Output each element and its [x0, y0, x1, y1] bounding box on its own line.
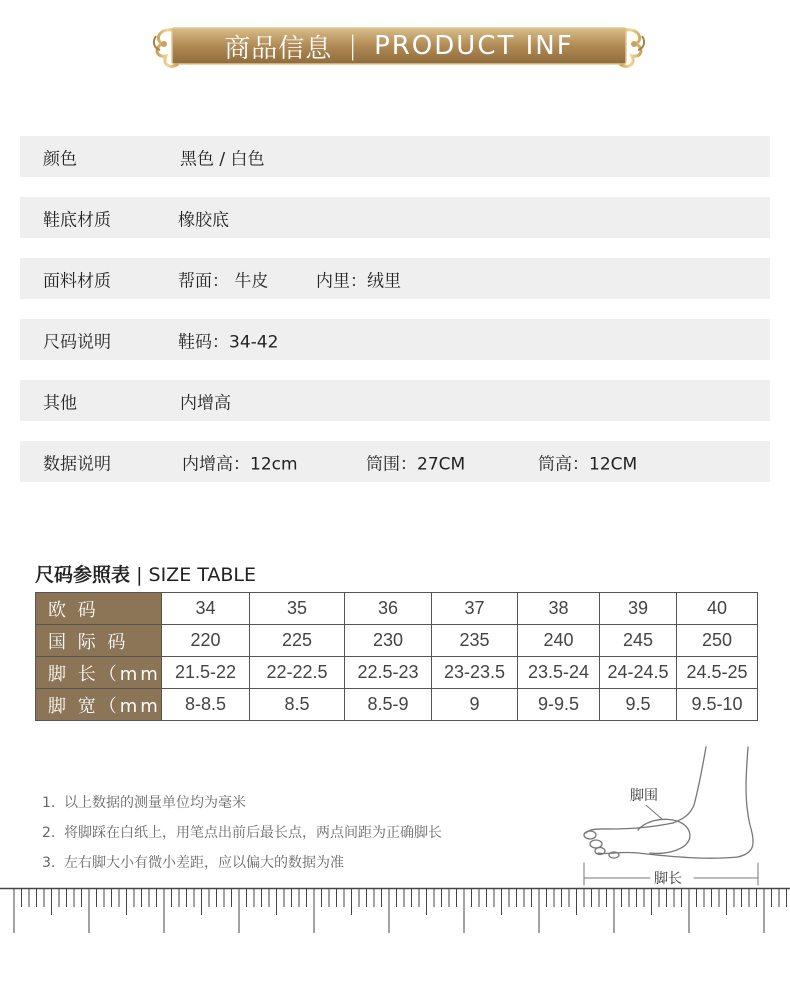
banner-title-en: PRODUCT INF: [374, 31, 574, 61]
ruler-illustration: [0, 885, 790, 935]
note-item: [42, 823, 442, 853]
info-label: 颜色: [43, 149, 77, 169]
size-table-cell: 245: [600, 625, 677, 657]
size-table-cell: 9: [432, 689, 518, 721]
note-number: 2.: [42, 825, 56, 841]
info-row-sole: [20, 197, 770, 238]
size-table-cell: 9.5: [600, 689, 677, 721]
size-table-row-header: 脚 宽（mm）: [36, 689, 162, 721]
size-table-cell: 35: [250, 593, 345, 625]
size-table-cell: 9-9.5: [518, 689, 600, 721]
foot-length-label: 脚长: [652, 868, 684, 888]
note-item: [42, 853, 442, 883]
size-table-cell: 8.5-9: [345, 689, 432, 721]
size-table-row: [36, 593, 758, 625]
size-table-cell: 250: [677, 625, 758, 657]
info-row-size: [20, 319, 770, 360]
note-text: 将脚踩在白纸上，用笔点出前后最长点，两点间距为正确脚长: [64, 825, 442, 841]
size-table-cell: 23-23.5: [432, 657, 518, 689]
note-number: 1.: [42, 795, 56, 811]
size-table-row: [36, 657, 758, 689]
size-table-cell: 8.5: [250, 689, 345, 721]
info-row-color: [20, 136, 770, 177]
size-table-cell: 39: [600, 593, 677, 625]
info-value: 内增高: [180, 393, 231, 413]
size-table-cell: 8-8.5: [162, 689, 250, 721]
size-table-title-zh: 尺码参照表: [35, 564, 131, 586]
size-table-cell: 21.5-22: [162, 657, 250, 689]
info-label: 数据说明: [43, 454, 111, 474]
section-banner: [150, 22, 648, 74]
size-table-cell: 22.5-23: [345, 657, 432, 689]
size-table-cell: 230: [345, 625, 432, 657]
size-table-title: [35, 560, 256, 587]
info-value-shaft-height: 筒高：12CM: [538, 454, 638, 474]
size-table-row-header: 国 际 码: [36, 625, 162, 657]
size-table-cell: 37: [432, 593, 518, 625]
size-table-row-header: 脚 长（mm）: [36, 657, 162, 689]
note-item: [42, 793, 442, 823]
info-value: 鞋码：34-42: [178, 332, 279, 352]
size-table-cell: 38: [518, 593, 600, 625]
size-table-title-sep: |: [136, 564, 143, 586]
note-text: 左右脚大小有微小差距，应以偏大的数据为准: [64, 855, 344, 871]
size-table-title-en: SIZE TABLE: [148, 564, 256, 586]
banner-divider: |: [348, 31, 359, 61]
size-table: [35, 592, 758, 721]
size-table-cell: 36: [345, 593, 432, 625]
info-row-data: [20, 441, 770, 482]
foot-circumference-label: 脚围: [628, 785, 660, 805]
size-table-cell: 240: [518, 625, 600, 657]
size-table-cell: 40: [677, 593, 758, 625]
info-label: 尺码说明: [43, 332, 111, 352]
foot-measurement-diagram: [578, 745, 768, 890]
size-table-cell: 220: [162, 625, 250, 657]
info-label: 鞋底材质: [43, 210, 111, 230]
info-label: 其他: [43, 393, 77, 413]
size-table-cell: 235: [432, 625, 518, 657]
size-table-cell: 9.5-10: [677, 689, 758, 721]
note-text: 以上数据的测量单位均为毫米: [64, 795, 246, 811]
size-table-cell: 24.5-25: [677, 657, 758, 689]
info-row-material: [20, 258, 770, 299]
info-value-upper: 帮面： 牛皮: [178, 271, 269, 291]
size-table-cell: 225: [250, 625, 345, 657]
note-number: 3.: [42, 855, 56, 871]
info-row-other: [20, 380, 770, 421]
size-table-row-header: 欧 码: [36, 593, 162, 625]
info-value: 橡胶底: [178, 210, 229, 230]
measurement-notes: [42, 793, 442, 883]
size-table-row: [36, 625, 758, 657]
banner-title-zh: 商品信息: [224, 33, 333, 64]
size-table-cell: 34: [162, 593, 250, 625]
size-table-cell: 23.5-24: [518, 657, 600, 689]
info-value-lining: 内里：绒里: [316, 271, 401, 291]
info-label: 面料材质: [43, 271, 111, 291]
info-value-circumference: 筒围：27CM: [366, 454, 466, 474]
size-table-cell: 22-22.5: [250, 657, 345, 689]
size-table-cell: 24-24.5: [600, 657, 677, 689]
info-value-inner-height: 内增高：12cm: [182, 454, 298, 474]
size-table-row: [36, 689, 758, 721]
info-value: 黑色 / 白色: [180, 149, 265, 169]
